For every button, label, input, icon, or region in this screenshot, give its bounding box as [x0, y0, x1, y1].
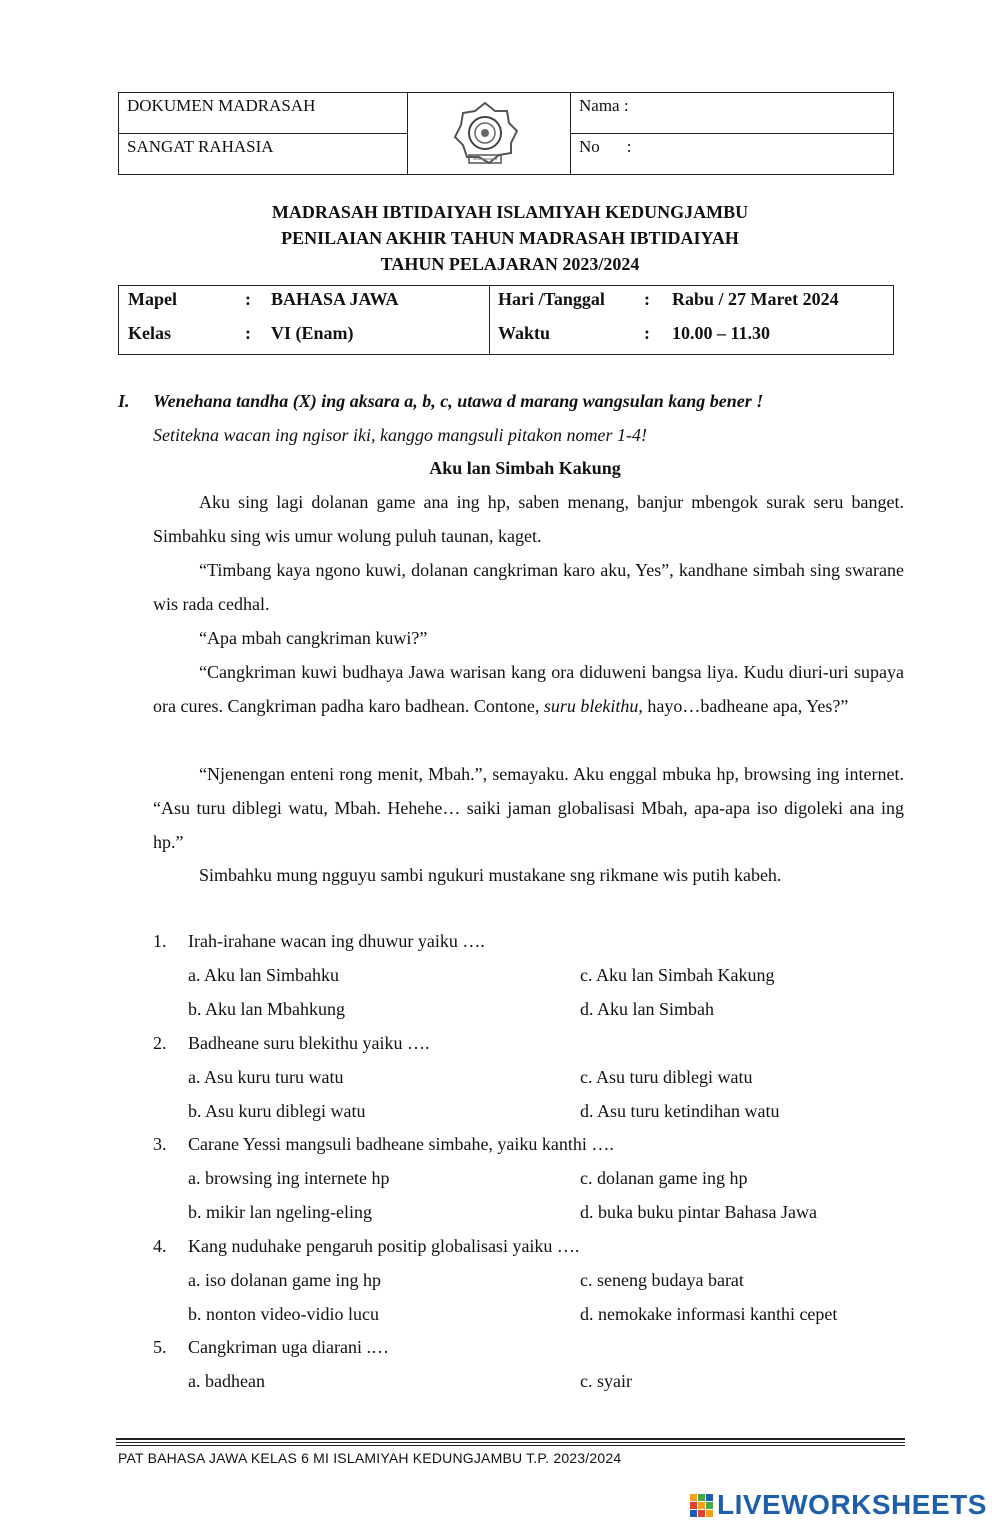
question-text: Cangkriman uga diarani .…	[188, 1337, 389, 1357]
answer-option[interactable]: d. Asu turu ketindihan watu	[580, 1101, 780, 1121]
footer-rule	[116, 1442, 905, 1443]
question-text: Irah-irahane wacan ing dhuwur yaiku ….	[188, 931, 485, 951]
story-paragraph: Aku sing lagi dolanan game ana ing hp, saben menang, banjur mbengok surak seru banget. Simbahku sing wis umur wolung puluh taunan, kaget.	[153, 492, 904, 546]
sub-instruction: Setitekna wacan ing ngisor iki, kanggo mangsuli pitakon nomer 1-4!	[153, 425, 647, 445]
exam-title: PENILAIAN AKHIR TAHUN MADRASAH IBTIDAIYAH	[281, 228, 739, 248]
watermark-text: LIVEWORKSHEETS	[717, 1489, 987, 1520]
question-text: Badheane suru blekithu yaiku ….	[188, 1033, 430, 1053]
question-number: 1.	[153, 931, 167, 951]
footer-rule	[116, 1445, 905, 1446]
riddle-phrase: suru blekithu,	[543, 696, 643, 716]
madrasah-emblem-icon	[449, 99, 521, 174]
story-paragraph	[153, 655, 904, 723]
time-colon: :	[644, 323, 650, 343]
date-value: Rabu / 27 Maret 2024	[672, 289, 839, 309]
answer-option[interactable]: d. nemokake informasi kanthi cepet	[580, 1304, 838, 1324]
date-label: Hari /Tanggal	[498, 289, 605, 309]
question-text: Kang nuduhake pengaruh positip globalisasi yaiku ….	[188, 1236, 580, 1256]
answer-option[interactable]: d. buka buku pintar Bahasa Jawa	[580, 1202, 817, 1222]
answer-option[interactable]: b. Asu kuru diblegi watu	[188, 1101, 366, 1121]
number-field-label	[579, 137, 632, 157]
question-number: 5.	[153, 1337, 167, 1357]
header-divider	[570, 133, 893, 134]
answer-option[interactable]: c. Asu turu diblegi watu	[580, 1067, 753, 1087]
subject-value: BAHASA JAWA	[271, 289, 399, 309]
document-header	[118, 92, 894, 175]
answer-option[interactable]: c. syair	[580, 1371, 632, 1391]
document-classification: DOKUMEN MADRASAH	[127, 96, 316, 115]
story-paragraph: “Apa mbah cangkriman kuwi?”	[199, 628, 428, 648]
story-paragraph: “Njenengan enteni rong menit, Mbah.”, semayaku. Aku enggal mbuka hp, browsing ing internet. “Asu turu diblegi watu, Mbah. Hehehe… saiki jaman globalisasi Mbah, apa-apa iso digoleki ana ing hp.”	[153, 764, 904, 852]
subject-colon: :	[245, 289, 251, 309]
class-label: Kelas	[128, 323, 171, 343]
story-paragraph: “Timbang kaya ngono kuwi, dolanan cangkriman karo aku, Yes”, kandhane simbah sing swarane wis rada cedhal.	[153, 560, 904, 614]
answer-option[interactable]: a. Aku lan Simbahku	[188, 965, 339, 985]
class-colon: :	[245, 323, 251, 343]
story-text: hayo…badheane apa, Yes?”	[642, 696, 849, 716]
answer-option[interactable]: c. seneng budaya barat	[580, 1270, 744, 1290]
subject-label: Mapel	[128, 289, 177, 309]
question-number: 2.	[153, 1033, 167, 1053]
header-divider	[119, 133, 407, 134]
question-number: 3.	[153, 1134, 167, 1154]
footer-text: PAT BAHASA JAWA KELAS 6 MI ISLAMIYAH KEDUNGJAMBU T.P. 2023/2024	[118, 1450, 622, 1466]
name-field-label: Nama :	[579, 96, 629, 115]
story-text: “Cangkriman kuwi budhaya Jawa warisan kang ora diduweni bangsa liya. Kudu diuri-uri supaya ora cures. Cangkriman padha karo badhean. Contone,	[153, 662, 904, 716]
footer-rule	[116, 1438, 905, 1440]
story-paragraph: Simbahku mung ngguyu sambi ngukuri mustakane sng rikmane wis putih kabeh.	[199, 865, 782, 885]
exam-info-table	[118, 285, 894, 355]
info-divider	[489, 286, 490, 354]
answer-option[interactable]: a. badhean	[188, 1371, 265, 1391]
number-label: No	[579, 137, 600, 156]
answer-option[interactable]: b. Aku lan Mbahkung	[188, 999, 345, 1019]
answer-option[interactable]: d. Aku lan Simbah	[580, 999, 714, 1019]
answer-option[interactable]: b. mikir lan ngeling-eling	[188, 1202, 372, 1222]
question-text: Carane Yessi mangsuli badheane simbahe, yaiku kanthi ….	[188, 1134, 614, 1154]
answer-option[interactable]: a. browsing ing internete hp	[188, 1168, 390, 1188]
question-number: 4.	[153, 1236, 167, 1256]
answer-option[interactable]: c. dolanan game ing hp	[580, 1168, 748, 1188]
date-colon: :	[644, 289, 650, 309]
school-name: MADRASAH IBTIDAIYAH ISLAMIYAH KEDUNGJAMBU	[271, 202, 749, 222]
answer-option[interactable]: a. iso dolanan game ing hp	[188, 1270, 381, 1290]
section-instruction: Wenehana tandha (X) ing aksara a, b, c, utawa d marang wangsulan kang bener !	[153, 391, 764, 411]
class-value: VI (Enam)	[271, 323, 354, 343]
story-title: Aku lan Simbah Kakung	[429, 458, 621, 478]
time-label: Waktu	[498, 323, 551, 343]
header-divider	[407, 93, 408, 174]
confidentiality-label: SANGAT RAHASIA	[127, 137, 274, 156]
section-number: I.	[118, 391, 130, 411]
number-colon: :	[626, 137, 632, 156]
liveworksheets-watermark	[690, 1488, 987, 1522]
answer-option[interactable]: a. Asu kuru turu watu	[188, 1067, 344, 1087]
answer-option[interactable]: c. Aku lan Simbah Kakung	[580, 965, 775, 985]
liveworksheets-logo-icon	[690, 1494, 713, 1517]
academic-year: TAHUN PELAJARAN 2023/2024	[380, 254, 640, 274]
header-divider	[570, 93, 571, 174]
answer-option[interactable]: b. nonton video-vidio lucu	[188, 1304, 379, 1324]
time-value: 10.00 – 11.30	[672, 323, 771, 343]
